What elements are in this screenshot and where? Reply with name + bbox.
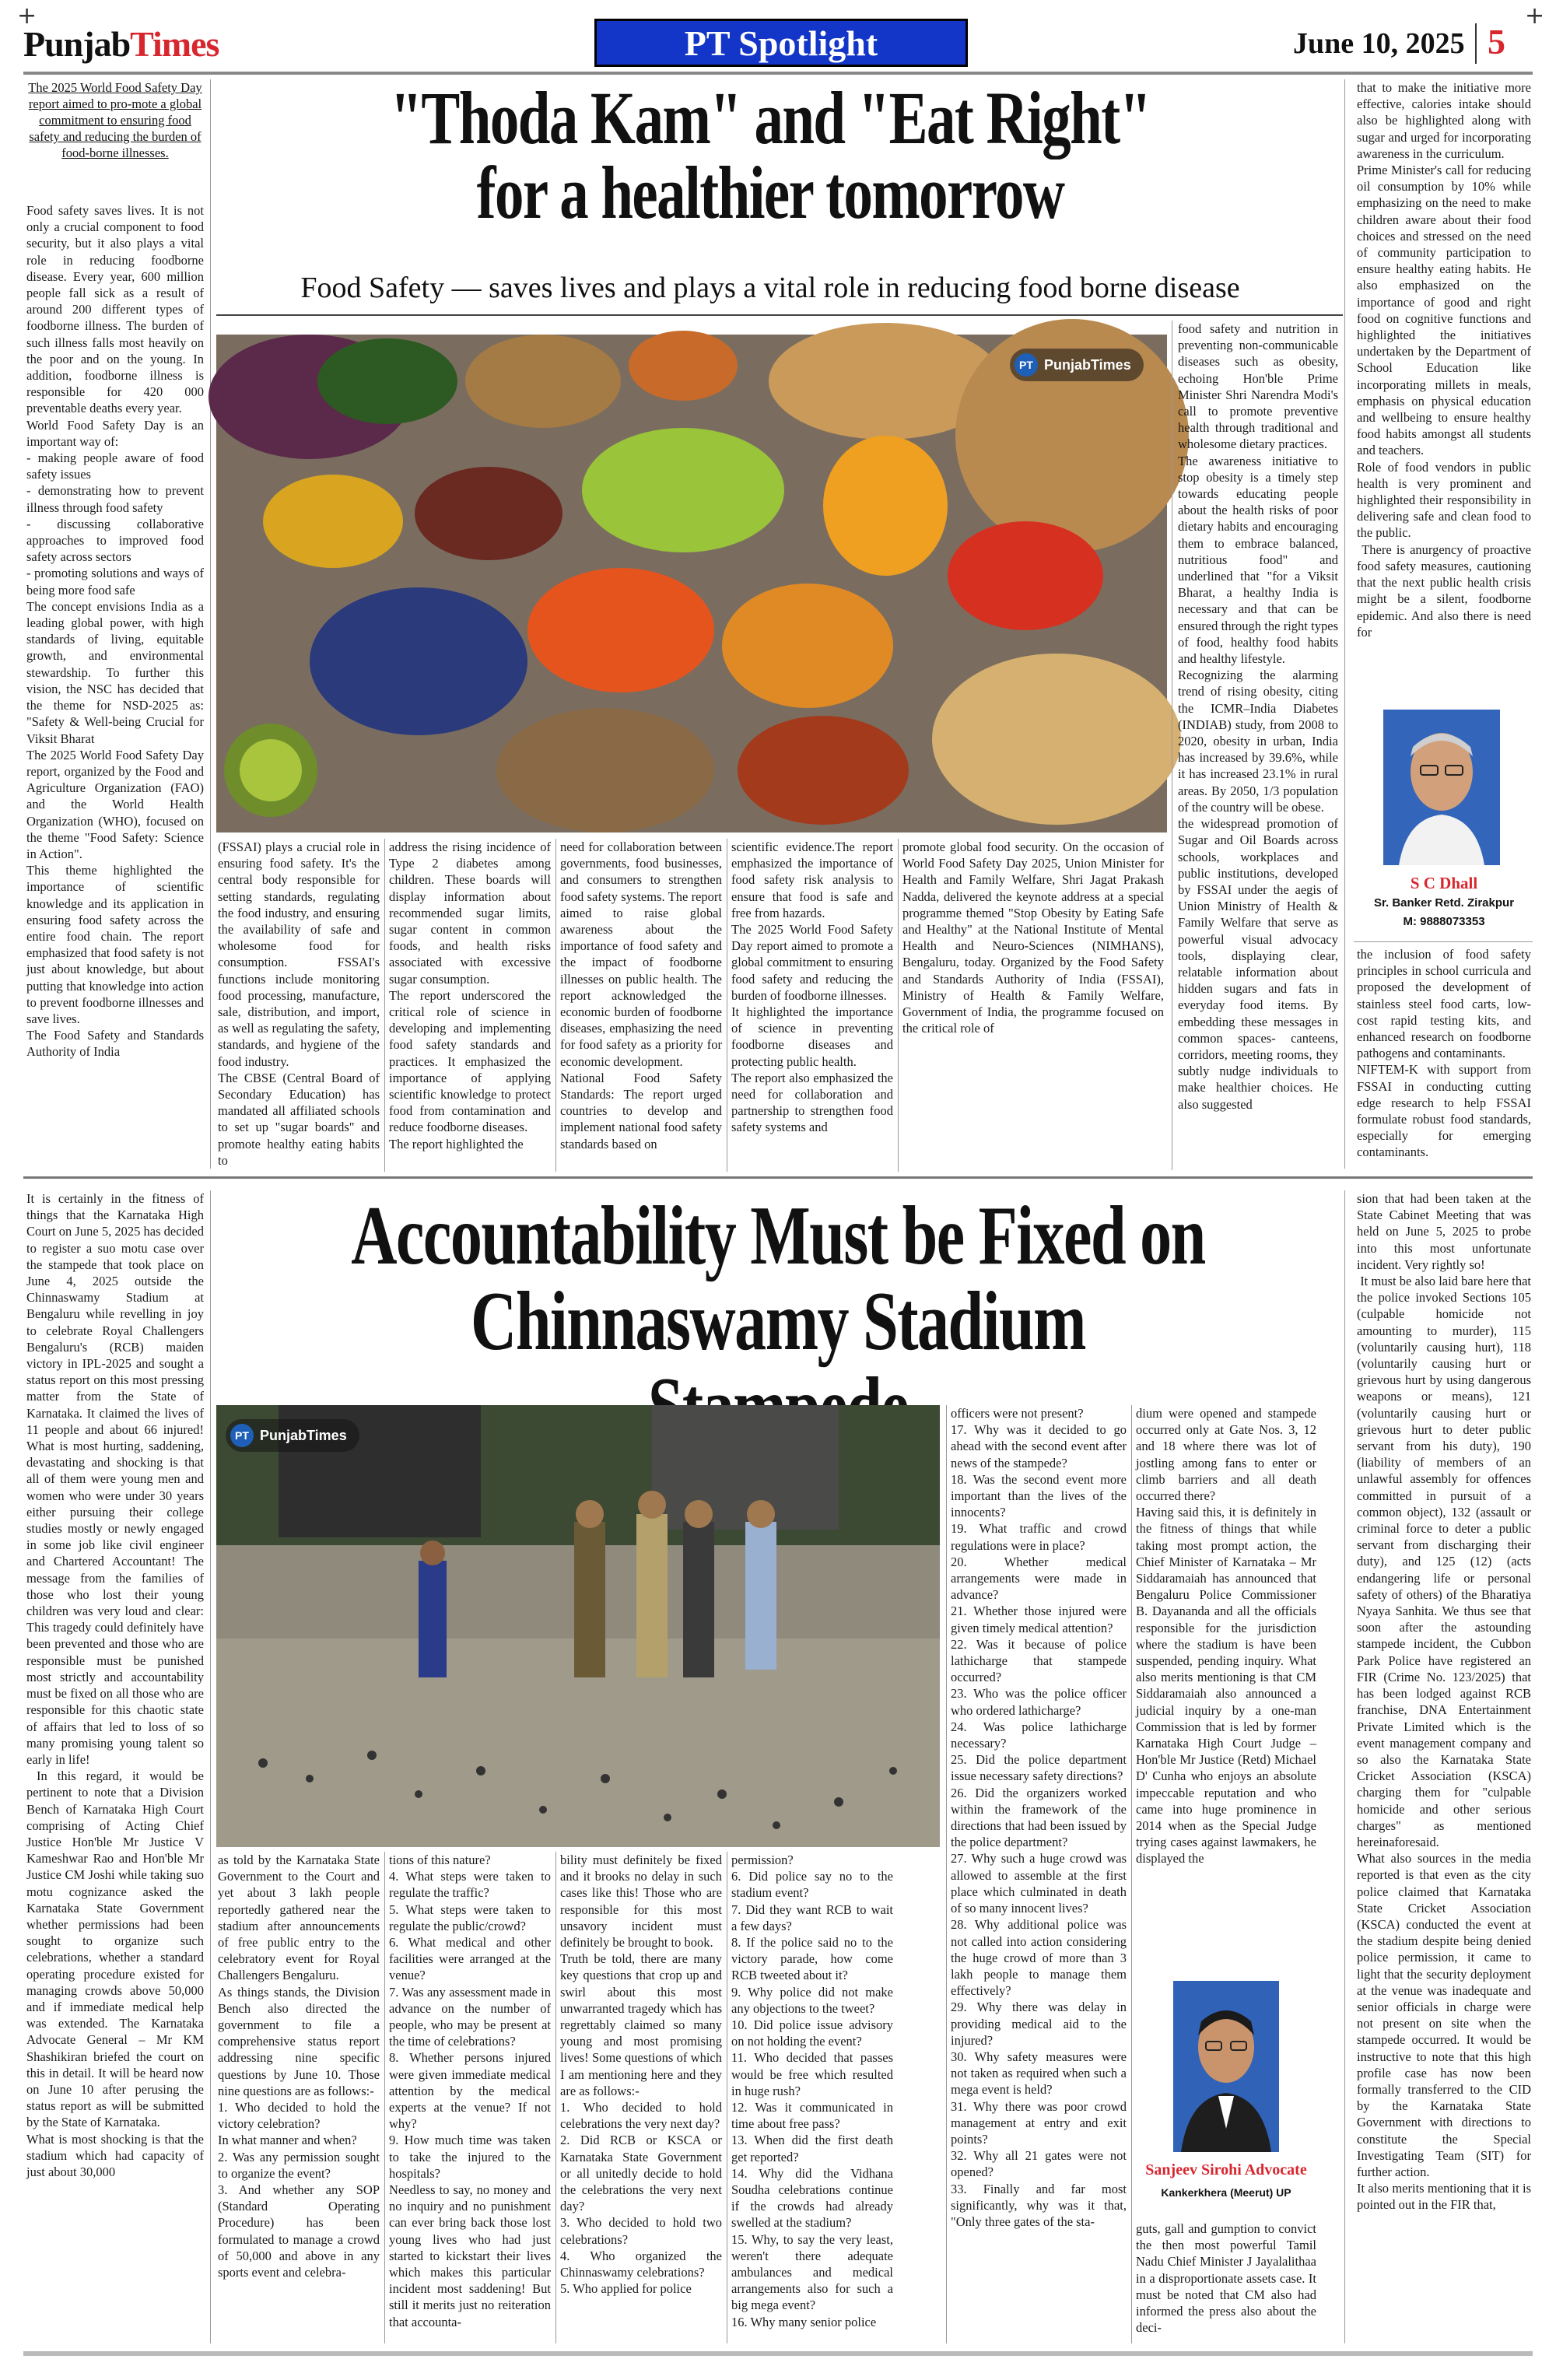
page-number: 5 [1488,22,1505,61]
story2-column-right: sion that had been taken at the State Cabinet Meeting that was held on June 5, 2025 to probe into this most unfortunate incident. Very rightly so! It must be also laid bare here that the police invoked Sections 105 (culpable homicide not amounting to murder), 115 (voluntarily causing hurt), 118 (voluntarily causing hurt or grievous hurt by using dangerous weapons or means), 121 (voluntarily causing hurt or grievous hurt to deter public servant from his duty), 190 (liability of members of an unlawful assembly for offences committed in pursuit of a common object), 132 (assault or criminal force to deter a public servant from discharging their duty), and 125 (12) (acts endangering life or personal safety of others) of the Bharatiya Nyaya Sanhita. We thus see that soon after the astounding stampede incident, the Cubbon Park Police have registered an FIR (Crime No. 123/2025) that has been lodged against RCB franchise, DNA Entertainment Private Limited which is the event management company and so also the Karnataka State Cricket Association (KSCA) charging them for "culpable homicide and other serious charges" as mentioned hereinaforesaid. What also sources in the media reported is that even as the city police claimed that Karnataka State Cricket Association (KSCA) conducted the event at the stadium despite being denied police permission, it came to light that the security deployment at the venue was inadequate and senior officials in charge were not present on site when the stampede occurred. It would be instructive to note that this high profile case has now been formally transferred to the CID by the Karnataka State Government with directions to constitute the Special Investigating Team (SIT) for further action. It also merits mentioning that it is pointed out in the FIR that, [1357,1191,1532,2213]
page-crosshair-left: + [17,2,37,30]
punjabtimes-logo-icon: PT [230,1424,254,1447]
story2-author-place: Kankerkhera (Meerut) UP [1161,2186,1291,2199]
story1-rule-d [1344,79,1345,1169]
story1-column-d-bottom: the inclusion of food safety principles in school curricula and proposed the development of stainless steel food carts, low-cost rapid testing kits, and enhanced research on foodborne pathogens and contaminants. NIFTEM-K with support from FSSAI in conducting cutting edge research to help FSSAI formulate robust food standards, especially for emerging contaminants. [1357,947,1531,1160]
story2-column-b2: tions of this nature? 4. What steps were taken to regulate the traffic? 5. What steps were taken to regulate the public/crowd? 6. What medical and other facilities were arranged at the venue? 7. Was any assessment made in advance on the number of people, who may be present at the time of celebrations? 8. Whether persons injured were given immediate medical attention by the medical experts at the venue? If not why? 9. How much time was taken to take the injured to the hospitals? Needless to say, no money and no inquiry and no punishment can ever bring back those lost young lives who had just started to kickstart their lives which makes this particular incident most saddening! But still it merits just no reiteration that accounta- [389,1852,551,2329]
story2-author-box [1136,1981,1316,2214]
masthead-rule [23,72,1533,75]
story2-rule-d [1131,1405,1132,2343]
stampede-photo [216,1405,940,1847]
story1-rule-b4 [898,839,899,1172]
story1-rule-left [210,79,211,1169]
story2-column-d-bottom: guts, gall and gumption to convict the then most powerful Tamil Nadu Chief Minister J Jayalalithaa in a disproportionate assets case. It must be noted that CM also had informed the press also about the deci- [1136,2221,1320,2336]
masthead-divider [1475,23,1477,64]
story2-author-name: Sanjeev Sirohi Advocate [1145,2161,1307,2178]
page-crosshair-right: + [1525,2,1545,30]
punjabtimes-logo-icon: PT [1015,353,1038,377]
brand-part1: Punjab [23,24,131,64]
story1-subhead: Food Safety — saves lives and plays a vital role in reducing food borne disease [300,272,1240,304]
story1-author-phone: M: 9888073353 [1403,915,1485,928]
story2-author-photo [1173,1981,1279,2152]
story2-rule-c [946,1405,947,2343]
story2-column-left: It is certainly in the fitness of things that the Karnataka High Court on June 5, 2025 has decided to register a suo motu case over the stampede that took place on June 4, 2025 outside the Chinnaswamy Stadium at Bengaluru while revelling in joy to celebrate Royal Challengers Bengaluru's (RCB) maiden victory in IPL-2025 and sought a status report on this most pressing matter from the State of Karnataka. It claimed the lives of 11 people and about 66 injured! What is most hurting, saddening, devastating and shocking is that all of them were young men and women who were under 30 years either pursuing their college studies mostly or newly engaged in some job like civil engineer and Chartered Accountant! The message from the families of those who lost their young children was very loud and clear: This tragedy could definitely have been prevented and those who are responsible must be punished most strictly and accountability must be fixed on all those who are responsible for this chaotic state of affairs that led to loss of so many promising young talent so early in life! In this regard, it would be pertinent to note that a Division Bench of Karnataka High Court comprising of Acting Chief Justice Hon'ble Mr Justice V Kameshwar Rao and Hon'ble Mr Justice CM Joshi while taking suo motu cognizance asked the Karnataka State Government whether permissions had been sought to organize such celebrations, whether a standard operating procedure existed for managing crowds above 50,000 and if immediate medical help was extended. The Karnataka Advocate General – Mr KM Shashikiran briefed the court on this in detail. It will be heard now on June 10 after perusing the status report as will be submitted by the State of Karnataka. What is most shocking is that the stadium which had capacity of just about 30,000 [26,1191,204,2179]
story1-author-title: Sr. Banker Retd. Zirakpur [1373,896,1515,910]
author-portrait-icon [1173,1981,1279,2152]
food-photo-badge-text: PunjabTimes [1044,356,1131,373]
story1-column-b3: need for collaboration between governments, food businesses, and consumers to strengthen food safety systems. The report aimed to raise global awareness about the importance of food safety and the impact of foodborne illnesses on public health. The report acknowledged the economic burden of foodborne diseases, emphasizing the need for food safety as a priority for economic development. National Food Safety Standards: The report urged countries to develop and implement national food safety standards based on [560,839,722,1151]
story1-subhead-rule [216,314,1343,316]
story2-rule-b1 [384,1852,385,2343]
story2-column-c: officers were not present? 17. Why was it decided to go ahead with the second event after news of the stampede? 18. Was the second event more important than the lives of the innocents? 19. What traffic and crowd regulations were in place? 20. Whether medical arrangements were made in advance? 21. Whether those injured were given timely medical attention? 22. Was it because of police lathicharge that stampede occurred? 23. Who was the police officer who ordered lathicharge? 24. Was police lathicharge necessary? 25. Did the police department issue necessary safety directions? 26. Did the organizers worked within the framework of the directions that had been issued by the police department? 27. Why such a huge crowd was allowed to assemble at the first place which culminated in death of so many innocent lives? 28. Why additional police was not called into action considering the huge crowd of more than 3 lakh people to manage them effectively? 29. Why there was delay in providing medical aid to the injured? 30. Why safety measures were not taken as required when such a mega event is held? 31. Why there was poor crowd management at entry and exit points? 32. Why all 21 gates were not opened? 33. Finally and far most significantly, why was it that, "Only three gates of the sta- [951,1406,1127,2229]
masthead-brand [23,22,219,67]
story1-author-rule [1354,941,1533,942]
story1-headline-line2: for a healthier tomorrow [476,151,1064,234]
stampede-photo-badge-text: PunjabTimes [260,1427,347,1443]
story1-author-box [1357,710,1531,938]
story2-column-b1: as told by the Karnataka State Government to the Court and yet about 3 lakh people reportedly gathered near the stadium after announcements of free public entry to the celebratory event for Royal Challengers Bengaluru. As things stands, the Division Bench also directed the government to file a comprehensive status report addressing nine specific questions by June 10. Those nine questions are as follows:- 1. Who decided to hold the victory celebration? In what manner and when? 2. Was any permission sought to organize the event? 3. And whether any SOP (Standard Operating Procedure) has been formulated to manage a crowd of 50,000 and above in any sports event and celebra- [218,1852,380,2280]
story1-author-name: S C Dhall [1410,874,1478,892]
story2-headline-line2: Chinnaswamy Stadium [471,1275,1085,1368]
stampede-photo-badge [226,1419,359,1452]
section-banner [594,19,968,67]
story1-rule-b2 [555,839,556,1172]
story1-headline-line1: "Thoda Kam" and "Eat Right" [390,76,1151,159]
stampede-photo-illustration [216,1405,940,1847]
story2-column-b4: permission? 6. Did police say no to the stadium event? 7. Did they want RCB to wait a few days? 8. If the police said no to the victory parade, how come RCB tweeted about it? 9. Why police did not make any objections to the tweet? 10. Did police issue advisory on not holding the event? 11. Who decided that passes would be free which resulted in huge rush? 12. Was it communicated in time about free pass? 13. When did the first death get reported? 14. Why did the Vidhana Soudha celebrations continue if the crowds had already swelled at the stadium? 15. Why, to say the very least, weren't there adequate ambulances and medical arrangements also for such a big mega event? 16. Why many senior police [731,1852,893,2329]
author-portrait-icon [1383,710,1500,865]
story2-rule-b2 [555,1852,556,2343]
page-bottom-rule [23,2351,1533,2356]
story1-headline [218,76,1323,234]
food-photo-badge [1010,349,1144,381]
story2-headline-line1: Accountability Must be Fixed on [351,1190,1205,1282]
story1-column-d-top: that to make the initiative more effective, calories intake should also be highlighted along with sugar and urged for incorporating awareness in the curriculum. Prime Minister's call for reducing oil consumption by 10% while emphasizing on the need to make children aware about their food choices and stressed on the need of community participation to ensure healthy eating habits. He also emphasized on the importance of good and right food on cognitive functions and highlighted the initiatives undertaken by the Department of School Education like incorporating millets in meals, emphasis on physical education and wellbeing to ensure healthy food habits amongst all students and teachers. Role of food vendors in public health is very prominent and highlighted their responsibility in delivering safe and clean food to the public. There is anurgency of proactive food safety measures, cautioning that the next public health crisis might be a silent, foodborne epidemic. And also there is need for [1357,80,1531,640]
story1-summary: The 2025 World Food Safety Day report aimed to pro-mote a global commitment to ensuring food safety and reducing the burden of food-borne illnesses. [28,80,202,160]
story1-column-b2: address the rising incidence of Type 2 diabetes among children. These boards will display information about recommended sugar limits, sugar content in common foods, and health risks associated with excessive sugar consumption. The report underscored the critical role of science in developing and implementing food safety standards and practices. It emphasized the importance of applying scientific knowledge to protect food from contamination and reduce foodborne diseases. The report highlighted the [389,839,551,1151]
story1-column-c: food safety and nutrition in preventing non-communicable diseases such as obesity, echoing Hon'ble Prime Minister Shri Narendra Modi's call to promote preventive health through traditional and wholesome dietary practices. The awareness initiative to stop obesity is a timely step towards educating people about the health risks of poor dietary habits and encouraging them to embrace balanced, nutritious food" and underlined that "for a Viksit Bharat, a healthy India is necessary and that can be ensured through the right types of food, healthy food habits and healthy lifestyle. Recognizing the alarming trend of rising obesity, citing the ICMR–India Diabetes (INDIAB) study, from 2008 to 2020, obesity in urban, India has increased by 39.6%, while it has increased 23.1% in rural areas. By 2050, 1/3 population of the country will be obese. the widespread promotion of Sugar and Oil Boards across schools, workplaces and public institutions, developed by FSSAI under the aegis of Union Ministry of Health & Family Welfare that serve as powerful visual advocacy tools, displaying clear, relatable information about hidden sugars and fats in everyday food items. By embedding these messages in common spaces- canteens, corridors, meeting rooms, they subtly nudge individuals to make healthier choices. He also suggested [1178,321,1338,1112]
brand-part2: Times [130,24,219,64]
story1-column-b4: scientific evidence.The report emphasized the importance of food safety risk analysis to ensure that food is safe and free from hazards. The 2025 World Food Safety Day report aimed to promote a global commitment to ensuring food safety and reducing the burden of foodborne illnesses. It highlighted the importance of science in preventing foodborne diseases and protecting public health. The report also emphasized the need for collaboration and partnership to strengthen food safety systems and [731,839,893,1135]
food-photo [216,335,1167,832]
story1-column-b1: (FSSAI) plays a crucial role in ensuring food safety. It's the central body responsible for setting standards, regulating the food industry, and ensuring the availability of safe and wholesome food for consumption. FSSAI's functions include monitoring food processing, manufacture, sale, distribution, and import, as well as regulating the safety, standards, and hygiene of the food industry. The CBSE (Central Board of Secondary Education) has mandated all affiliated schools to set up "sugar boards" and promote healthy eating habits to [218,839,380,1168]
masthead-date: June 10, 2025 [1293,27,1465,60]
story2-rule-right [1344,1190,1345,2343]
story1-column-left: Food safety saves lives. It is not only a crucial component to food security, but it also plays a vital role in reducing foodborne disease. Every year, 600 million people fall sick as a result of around 200 different types of foodborne illness. The burden of such illness falls most heavily on the poor and on the young. In addition, foodborne illness is responsible for 420 000 preventable deaths every year. World Food Safety Day is an important way of: - making people aware of food safety issues - demonstrating how to prevent illness through food safety - discussing collaborative approaches to improved food safety across sectors - promoting solutions and ways of being more food safe The concept envisions India as a leading global power, with high standards of living, equitable growth, and environmental stewardship. To further this vision, the NSC has decided that the theme for NSD-2025 as: "Safety & Well-being Crucial for Viksit Bharat The 2025 World Food Safety Day report, organized by the Food and Agriculture Organization (FAO) and the World Health Organization (WHO), focused on the theme "Food Safety: Science in Action". This theme highlighted the importance of scientific knowledge and its application in ensuring food safety across the entire food chain. The report emphasized that food safety is not just about knowledge, but about putting that knowledge into action to prevent foodborne illnesses and save lives. The Food Safety and Standards Authority of India [26,203,204,1060]
story2-column-b3: bility must definitely be fixed and it brooks no delay in such cases like this! Those who are responsible for this most unsavory incident must definitely be brought to book. Truth be told, there are many key questions that crop up and swirl about this most unwarranted tragedy which has regrettably claimed so many young and most promising lives! Some questions of which I am mentioning here and they are as follows:- 1. Who decided to hold celebrations the very next day? 2. Did RCB or KSCA or Karnataka State Government or all unitedly decide to hold the celebrations the very next day? 3. Who decided to hold two celebrations? 4. Who organized the Chinnaswamy celebrations? 5. Who applied for police [560,1852,722,2297]
story1-rule-b1 [384,839,385,1172]
story1-author-photo [1383,710,1500,865]
food-photo-illustration [216,335,1167,832]
story1-column-b5: promote global food security. On the occasion of World Food Safety Day 2025, Union Minister for Health and Family Welfare, Shri Jagat Prakash Nadda, delivered the keynote address at a special programme themed "Stop Obesity by Eating Safe and Healthy" at the National Institute of Mental Health and Neuro-Sciences (NIMHANS), Bengaluru, today. Organized by the Food Safety and Standards Authority of India (FSSAI), Ministry of Health & Family Welfare, Government of India, the programme focused on the critical role of [902,839,1168,1036]
story-divider [23,1176,1533,1179]
story2-column-d-top: dium were opened and stampede occurred only at Gate Nos. 3, 12 and 18 where there was lot of jostling among fans to enter or climb barriers and all death occurred there? Having said this, it is definitely in the fitness of things that while taking most prompt action, the Chief Minister of Karnataka – Mr Siddaramaiah has announced that Bengaluru Police Commissioner B. Dayananda and all the officials responsible for the jurisdiction where the stadium is have been suspended, pending inquiry. What also merits mentioning is that CM Siddaramaiah also announced a judicial inquiry by a one-man Commission that is led by former Karnataka High Court Judge – Hon'ble Mr Justice (Retd) Michael D' Cunha who enjoys an absolute impeccable reputation and who came into huge prominence in 2014 when as the Special Judge trying cases against lawmakers, he displayed the [1136,1406,1316,1866]
section-title: PT Spotlight [684,23,878,63]
